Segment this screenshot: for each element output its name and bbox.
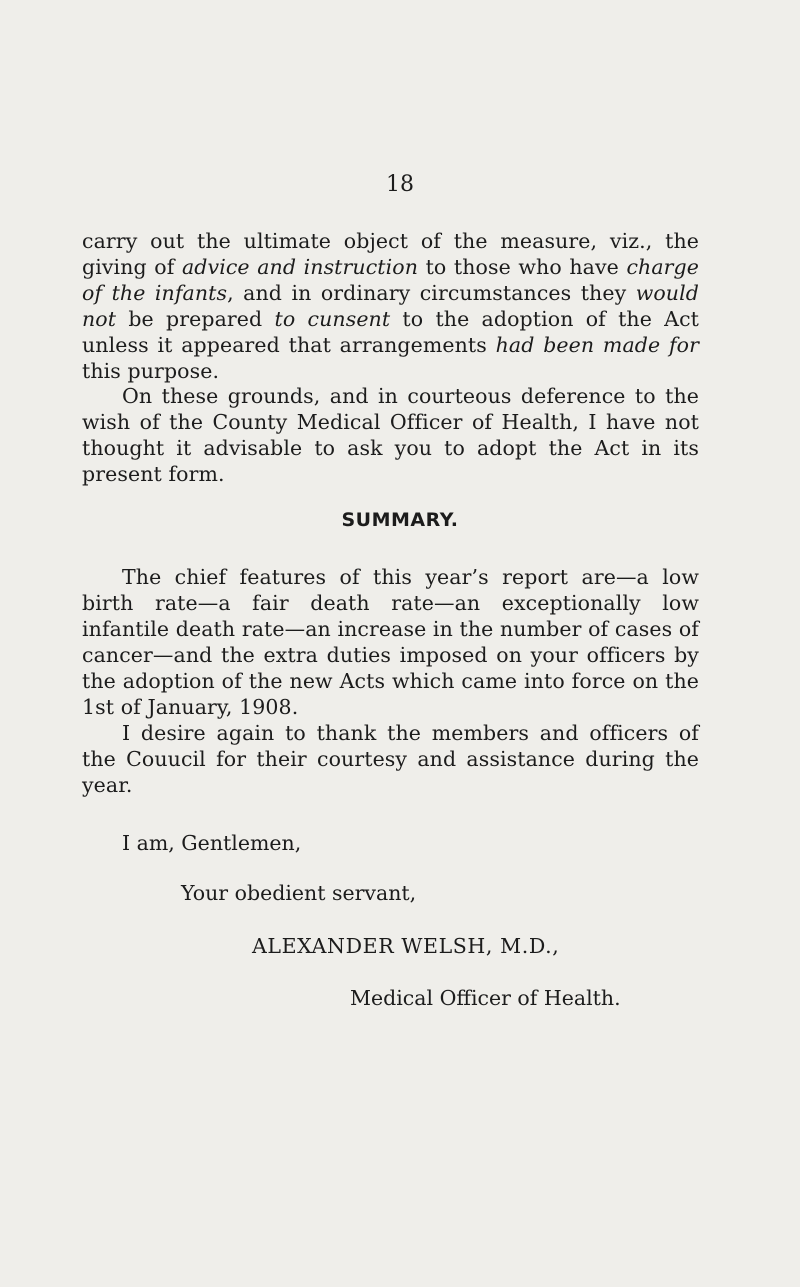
closing-valediction: Your obedient servant,	[181, 881, 417, 905]
emphasis-text: would not	[82, 281, 699, 331]
paragraph-text: this purpose.	[82, 359, 220, 383]
paragraph-object-of-measure	[82, 228, 699, 384]
paragraph-text: to the adoption of the Act unless it appeared that arrangements	[82, 307, 700, 357]
paragraph-chief-features: The chief features of this year’s report are—a low birth rate—a fair death rate—an exceptionally low infantile death rate—an increase in the number of cases of cancer—and the extra duties imposed on your officers by the adoption of the new Acts which came into force on the 1st of January, 1908.	[82, 565, 699, 719]
paragraph-text: , and in ordinary circumstances they	[227, 281, 636, 305]
emphasis-text: charge of the infants	[82, 255, 699, 305]
emphasis-text: had been made for	[495, 333, 699, 357]
page-number: 18	[386, 172, 414, 197]
paragraph-thanks: I desire again to thank the members and officers of the Couucil for their courtesy and assistance during the year.	[82, 721, 699, 797]
emphasis-text: advice and instruction	[181, 255, 419, 279]
paragraph-deference: On these grounds, and in courteous deference to the wish of the County Medical Officer of Health, I have not thought it advisable to ask you to adopt the Act in its present form.	[82, 384, 699, 486]
paragraph-text: carry out the ultimate object of the measure, viz., the giving of	[82, 229, 699, 279]
paragraph-text: be prepared	[116, 307, 275, 331]
signatory-title: Medical Officer of Health.	[350, 986, 621, 1010]
emphasis-text: to cunsent	[274, 307, 391, 331]
paragraph-text: to those who have	[418, 255, 627, 279]
summary-heading: SUMMARY.	[341, 509, 459, 531]
signatory-name: ALEXANDER WELSH, M.D.,	[252, 934, 560, 958]
closing-salutation: I am, Gentlemen,	[122, 831, 302, 855]
